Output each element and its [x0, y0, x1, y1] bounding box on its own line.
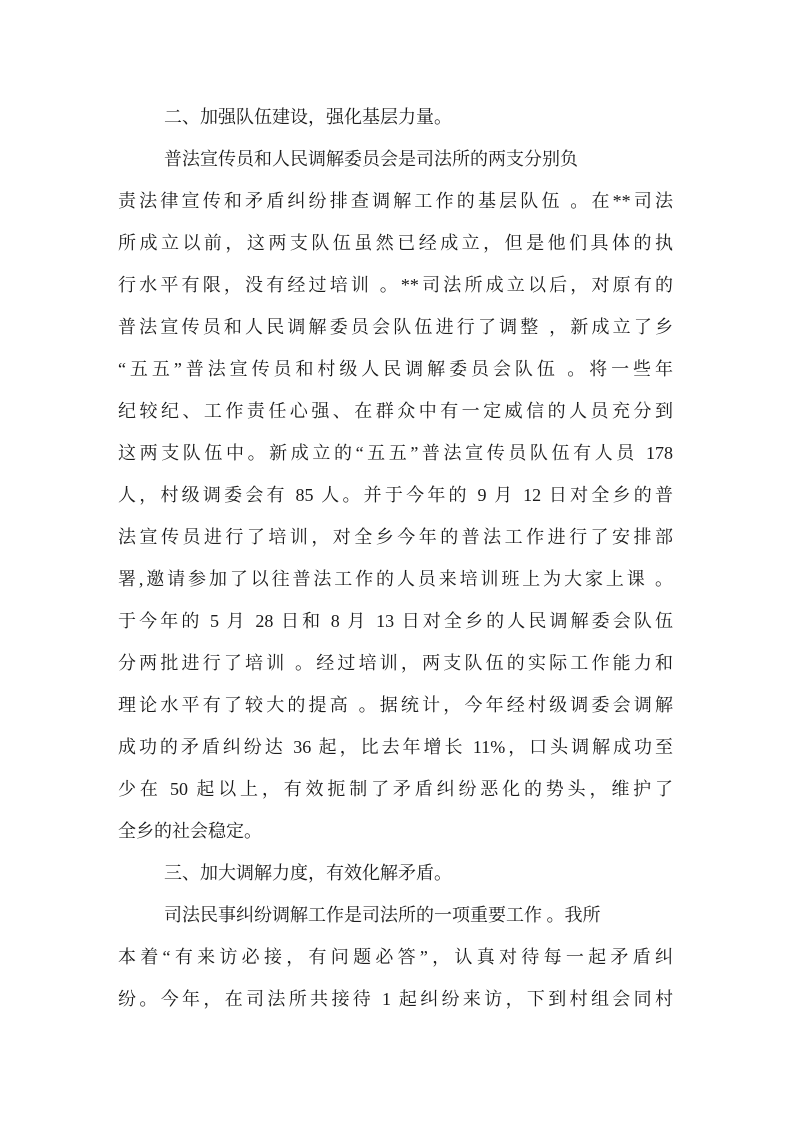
paragraph-line: 纷。今年，在司法所共接待 1 起纠纷来访，下到村组会同村: [118, 989, 673, 1009]
paragraph-line: 成功的矛盾纠纷达 36 起，比去年增长 11%，口头调解成功至: [118, 737, 673, 757]
paragraph-line: 普法宣传员和人民调解委员会是司法所的两支分别负: [164, 149, 578, 169]
paragraph-line: 所成立以前，这两支队伍虽然已经成立，但是他们具体的执: [118, 233, 673, 253]
paragraph-line: 于今年的 5 月 28 日和 8 月 13 日对全乡的人民调解委会队伍: [118, 611, 673, 631]
paragraph-line: 行水平有限，没有经过培训 。**司法所成立以后，对原有的: [118, 275, 673, 295]
paragraph-line: 纪较纪、工作责任心强、在群众中有一定威信的人员充分到: [118, 401, 673, 421]
paragraph-line: 这两支队伍中。新成立的“五五”普法宣传员队伍有人员 178: [118, 443, 673, 463]
paragraph-line: “五五”普法宣传员和村级人民调解委员会队伍 。将一些年: [118, 359, 673, 379]
paragraph-line: 分两批进行了培训 。经过培训，两支队伍的实际工作能力和: [118, 653, 673, 673]
paragraph-line: 理论水平有了较大的提高 。据统计，今年经村级调委会调解: [118, 695, 673, 715]
paragraph-line: 人，村级调委会有 85 人。并于今年的 9 月 12 日对全乡的普: [118, 485, 673, 505]
paragraph-line: 普法宣传员和人民调解委员会队伍进行了调整 ，新成立了乡: [118, 317, 673, 337]
paragraph-line: 全乡的社会稳定。: [118, 821, 262, 841]
paragraph-line: 司法民事纠纷调解工作是司法所的一项重要工作 。我所: [164, 905, 601, 925]
paragraph-line: 署,邀请参加了以往普法工作的人员来培训班上为大家上课 。: [118, 569, 673, 589]
section-heading-3: 三、加大调解力度，有效化解矛盾。: [164, 863, 452, 883]
paragraph-line: 责法律宣传和矛盾纠纷排查调解工作的基层队伍 。在**司法: [118, 191, 673, 211]
paragraph-line: 法宣传员进行了培训，对全乡今年的普法工作进行了安排部: [118, 527, 673, 547]
section-heading-2: 二、加强队伍建设，强化基层力量。: [164, 107, 452, 127]
paragraph-line: 本着“有来访必接，有问题必答”，认真对待每一起矛盾纠: [118, 947, 673, 967]
paragraph-line: 少在 50 起以上，有效扼制了矛盾纠纷恶化的势头，维护了: [118, 779, 673, 799]
